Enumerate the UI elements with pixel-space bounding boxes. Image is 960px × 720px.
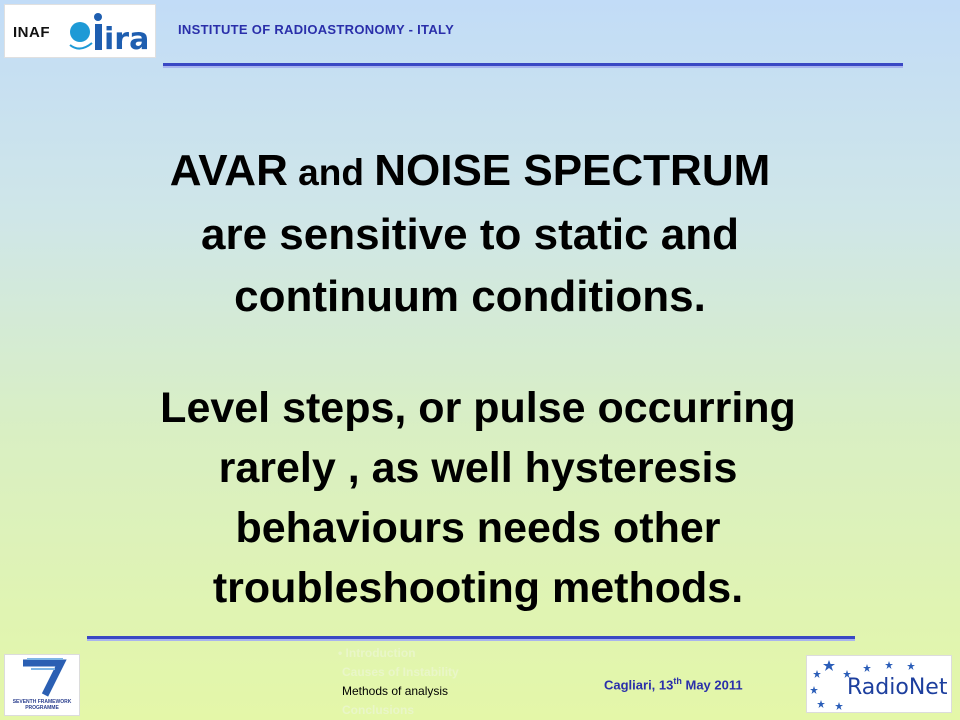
body-line-1: Level steps, or pulse occurring	[160, 384, 796, 432]
title-line-2: are sensitive to static and	[201, 210, 739, 259]
nav-conclusions[interactable]: Conclusions	[342, 703, 415, 717]
inaf-ira-logo	[4, 4, 156, 58]
date-superscript: th	[673, 676, 682, 686]
body-line-2: rarely , as well hysteresis	[218, 444, 738, 492]
title-line-3: continuum conditions.	[234, 272, 706, 321]
title-avar: AVAR	[169, 146, 288, 195]
ira-logo-icon	[60, 9, 152, 55]
nav-causes-of-instability[interactable]: Causes of Instability	[342, 665, 459, 679]
fp7-logo	[4, 654, 80, 716]
inaf-logo-text: INAF	[13, 24, 50, 41]
radionet-logo	[806, 655, 952, 713]
fp7-seven-icon	[5, 655, 79, 699]
footer-divider	[87, 636, 855, 639]
footer-date	[604, 676, 743, 692]
header-divider	[163, 63, 903, 66]
date-suffix: May 2011	[681, 677, 743, 693]
institute-title: INSTITUTE OF RADIOASTRONOMY - ITALY	[178, 22, 455, 37]
slide-body	[0, 378, 956, 618]
nav-methods-of-analysis[interactable]: Methods of analysis	[342, 684, 449, 698]
title-line-1	[0, 140, 940, 204]
ira-logo-text: ira	[104, 22, 150, 55]
radionet-logo-text: RadioNet	[847, 675, 948, 700]
section-navigation	[338, 644, 459, 720]
title-and: and	[287, 152, 375, 193]
fp7-caption: SEVENTH FRAMEWORK PROGRAMME	[12, 699, 72, 711]
body-line-4: troubleshooting methods.	[212, 564, 744, 612]
date-prefix: Cagliari, 13	[604, 677, 674, 693]
slide-title	[0, 140, 940, 328]
body-line-3: behaviours needs other	[235, 504, 721, 552]
nav-introduction[interactable]: • Introduction	[338, 646, 416, 660]
title-noise-spectrum: NOISE SPECTRUM	[374, 146, 771, 195]
